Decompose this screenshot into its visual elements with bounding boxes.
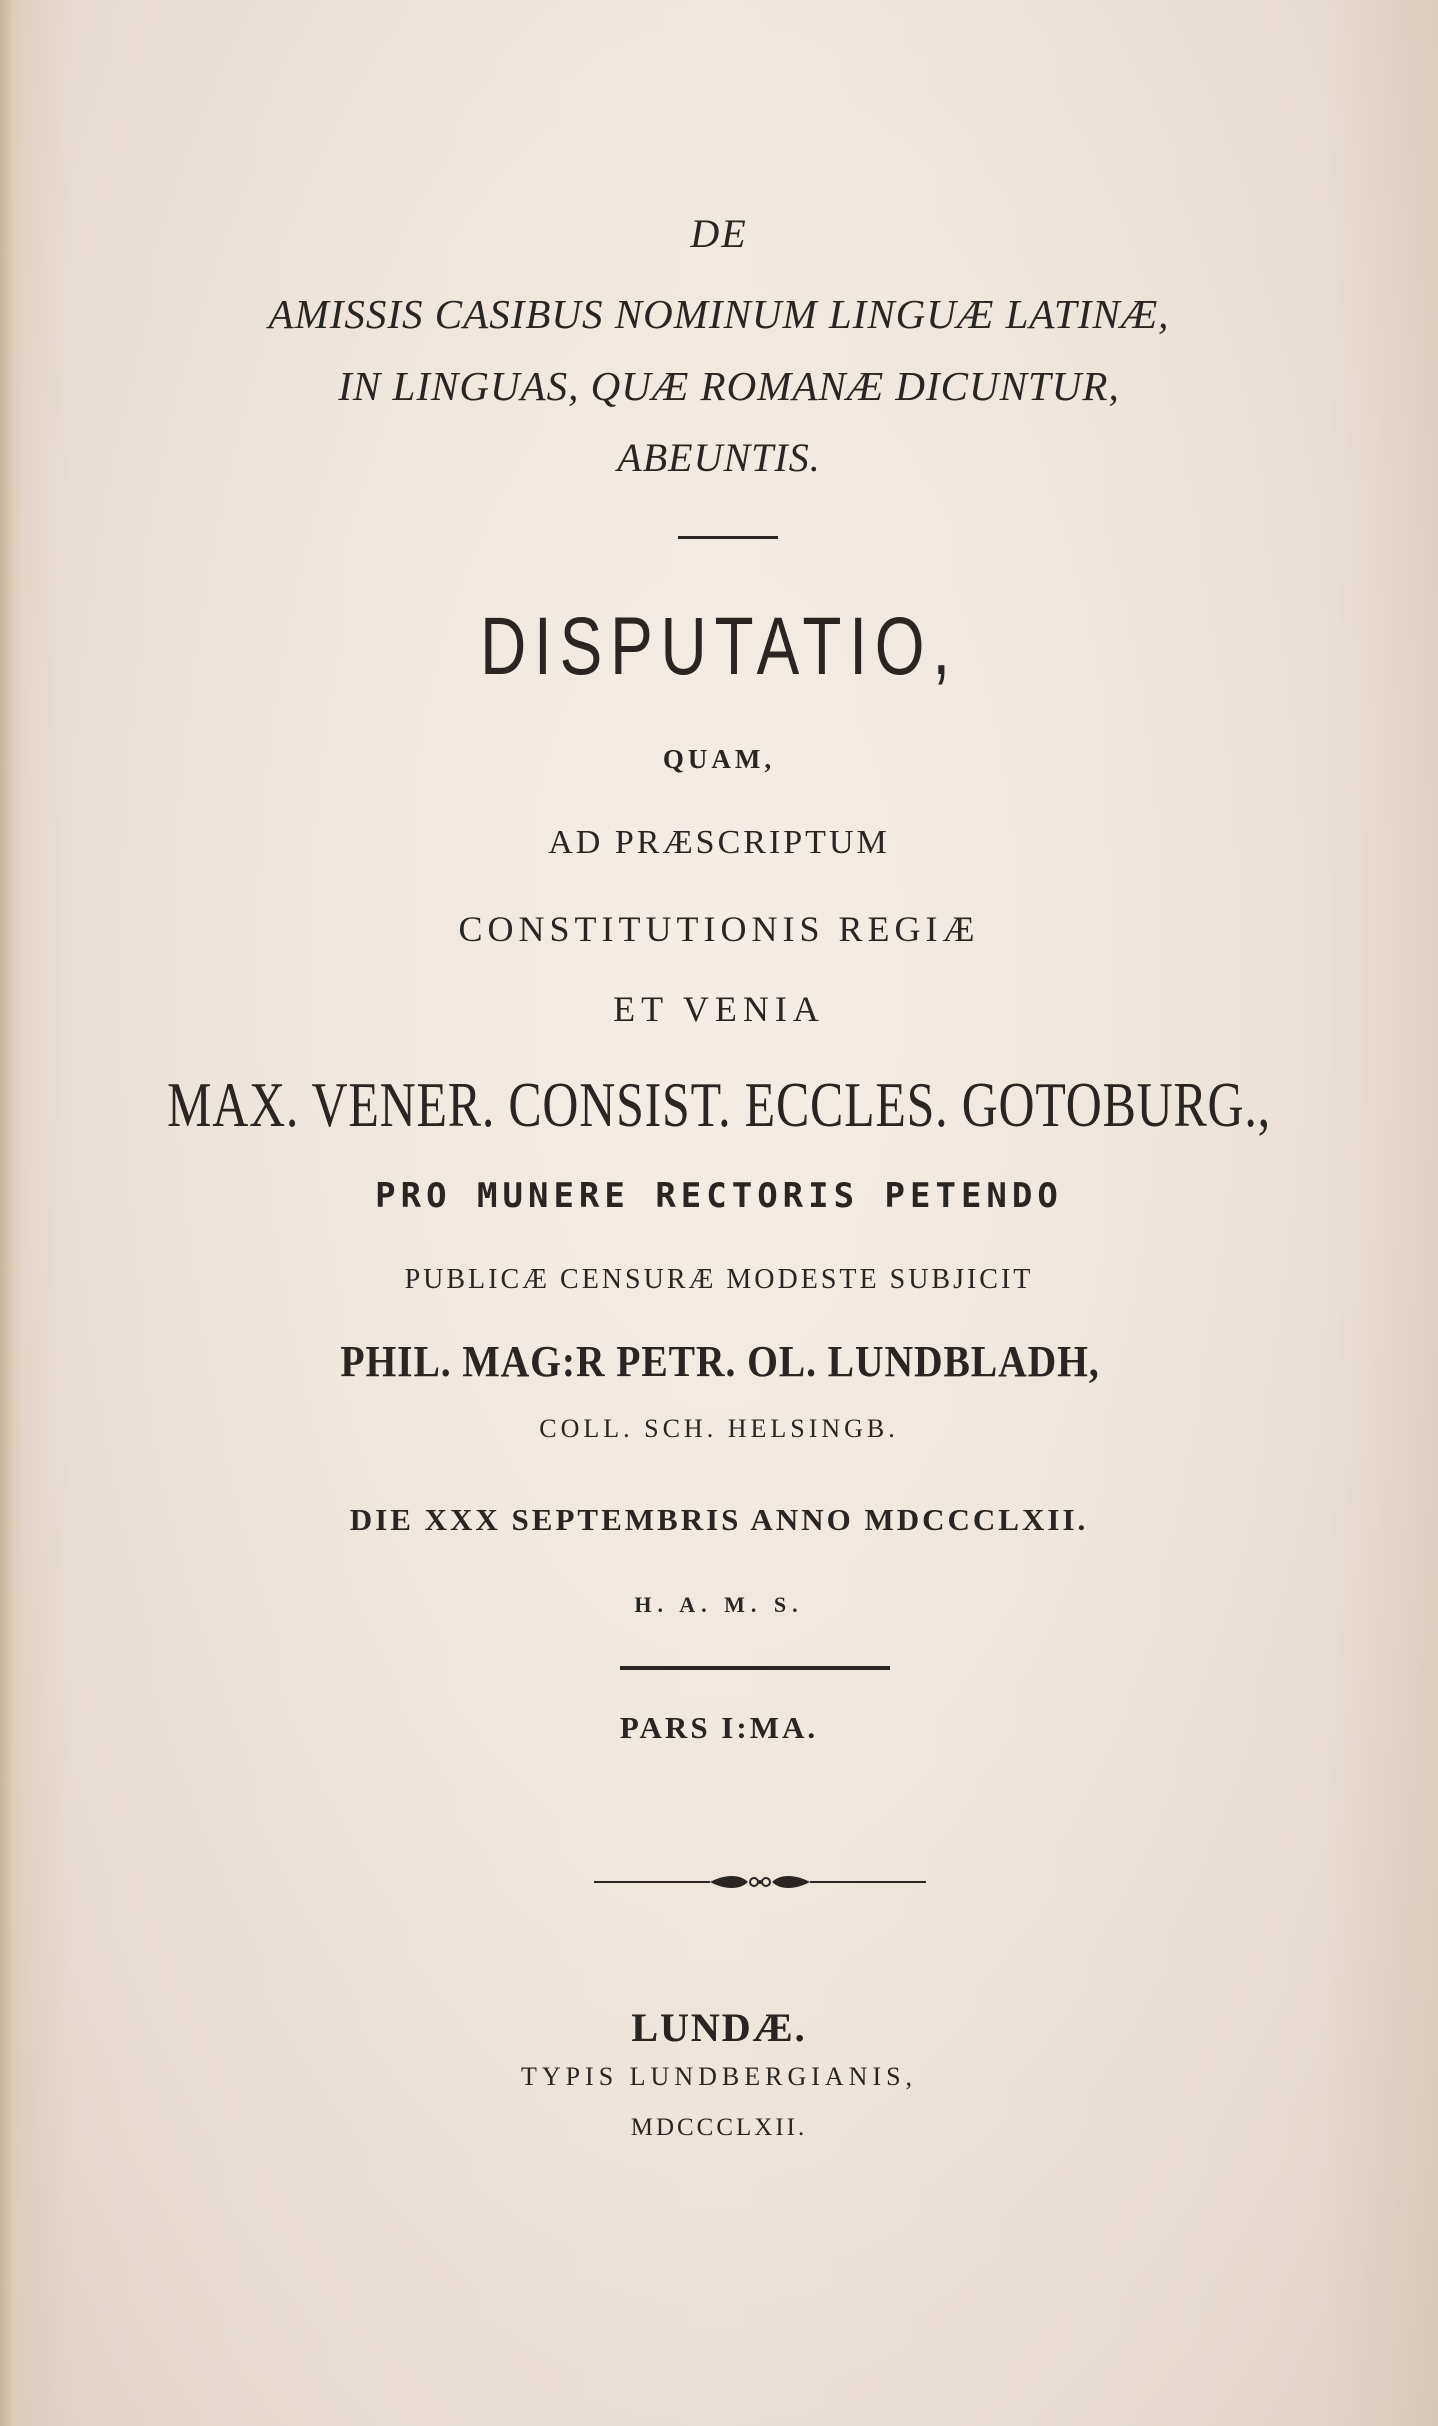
title-de: DE <box>690 211 748 256</box>
max-vener-line: MAX. VENER. CONSIST. ECCLES. GOTOBURG., <box>167 1069 1271 1140</box>
short-rule <box>678 536 778 539</box>
pars-line: PARS I:MA. <box>619 1710 819 1745</box>
imprint-city: LUNDÆ. <box>631 2005 807 2050</box>
date-line: DIE XXX SEPTEMBRIS ANNO MDCCCLXII. <box>349 1502 1089 1537</box>
quam-line: QUAM, <box>662 744 776 774</box>
et-venia-line: ET VENIA <box>613 989 825 1029</box>
ornamental-rule <box>590 1870 930 1894</box>
title-line-1: AMISSIS CASIBUS NOMINUM LINGUÆ LATINÆ, <box>268 291 1170 337</box>
publicae-line: PUBLICÆ CENSURÆ MODESTE SUBJICIT <box>404 1264 1034 1295</box>
constitutionis-line: CONSTITUTIONIS REGIÆ <box>458 909 980 949</box>
ad-praescriptum-line: AD PRÆSCRIPTUM <box>548 824 890 861</box>
author-line: PHIL. MAG:R PETR. OL. LUNDBLADH, <box>340 1337 1100 1386</box>
title-line-3: ABEUNTIS. <box>617 435 821 480</box>
long-rule <box>620 1666 890 1670</box>
title-line-2: IN LINGUAS, QUÆ ROMANÆ DICUNTUR, <box>338 363 1120 409</box>
pro-munere-line: PRO MUNERE RECTORIS PETENDO <box>375 1176 1063 1216</box>
hams-line: H. A. M. S. <box>634 1592 804 1617</box>
imprint-printer: TYPIS LUNDBERGIANIS, <box>520 2062 918 2091</box>
affiliation-line: COLL. SCH. HELSINGB. <box>539 1414 899 1443</box>
disputatio-heading: DISPUTATIO, <box>480 601 958 692</box>
imprint-year: MDCCCLXII. <box>630 2114 808 2141</box>
